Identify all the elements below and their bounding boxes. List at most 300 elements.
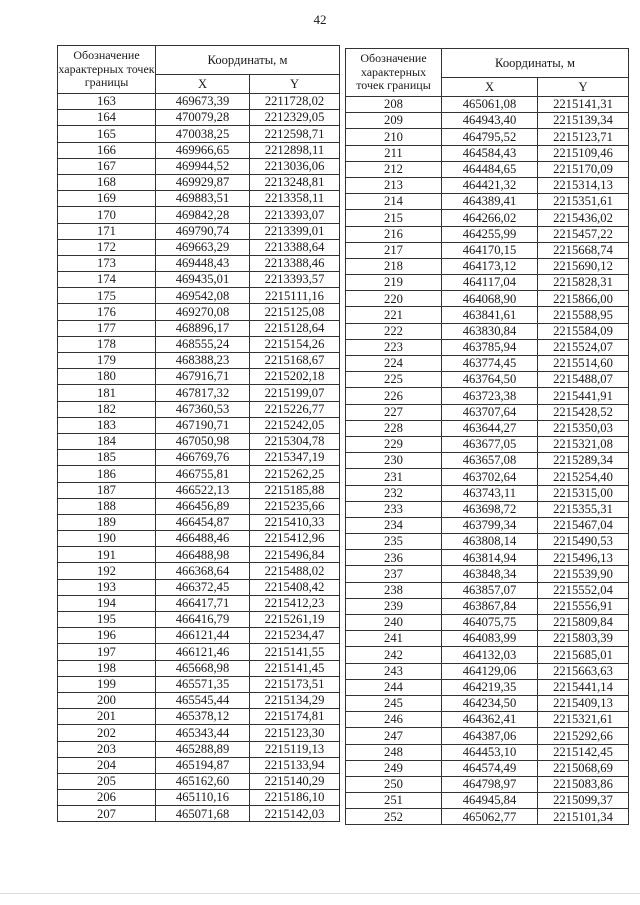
point-number-cell: 194 xyxy=(58,595,156,611)
x-coordinate-cell: 466372,45 xyxy=(156,579,250,595)
table-row xyxy=(58,191,340,207)
y-coordinate-cell: 2215170,09 xyxy=(538,161,629,177)
x-coordinate-cell: 469448,43 xyxy=(156,255,250,271)
point-number-cell: 220 xyxy=(346,291,442,307)
table-row xyxy=(346,242,629,258)
y-coordinate-cell: 2215524,07 xyxy=(538,339,629,355)
x-coordinate-cell: 464453,10 xyxy=(442,744,538,760)
y-coordinate-cell: 2215496,13 xyxy=(538,550,629,566)
x-coordinate-cell: 469542,08 xyxy=(156,288,250,304)
y-coordinate-cell: 2215496,84 xyxy=(250,547,340,563)
y-coordinate-cell: 2215173,51 xyxy=(250,676,340,692)
point-number-cell: 198 xyxy=(58,660,156,676)
y-coordinate-cell: 2215304,78 xyxy=(250,433,340,449)
x-coordinate-cell: 465668,98 xyxy=(156,660,250,676)
point-number-cell: 176 xyxy=(58,304,156,320)
x-coordinate-cell: 464795,52 xyxy=(442,129,538,145)
x-coordinate-cell: 466416,79 xyxy=(156,612,250,628)
table-row xyxy=(58,94,340,110)
x-coordinate-cell: 464117,04 xyxy=(442,275,538,291)
x-coordinate-cell: 464421,32 xyxy=(442,177,538,193)
x-coordinate-cell: 463644,27 xyxy=(442,420,538,436)
y-coordinate-cell: 2215083,86 xyxy=(538,776,629,792)
table-row xyxy=(346,695,629,711)
y-coordinate-cell: 2215133,94 xyxy=(250,757,340,773)
x-coordinate-cell: 464266,02 xyxy=(442,210,538,226)
point-number-cell: 229 xyxy=(346,436,442,452)
y-coordinate-cell: 2215584,09 xyxy=(538,323,629,339)
y-coordinate-cell: 2215428,52 xyxy=(538,404,629,420)
y-coordinate-cell: 2215347,19 xyxy=(250,450,340,466)
x-coordinate-cell: 468388,23 xyxy=(156,353,250,369)
x-coordinate-cell: 466121,44 xyxy=(156,628,250,644)
y-coordinate-cell: 2215410,33 xyxy=(250,514,340,530)
y-coordinate-cell: 2215409,13 xyxy=(538,695,629,711)
x-coordinate-cell: 464484,65 xyxy=(442,161,538,177)
y-coordinate-cell: 2215235,66 xyxy=(250,498,340,514)
table-row xyxy=(58,450,340,466)
y-coordinate-cell: 2215123,30 xyxy=(250,725,340,741)
x-coordinate-cell: 464574,49 xyxy=(442,760,538,776)
point-number-cell: 217 xyxy=(346,242,442,258)
y-coordinate-cell: 2213393,07 xyxy=(250,207,340,223)
point-number-cell: 210 xyxy=(346,129,442,145)
table-row xyxy=(346,776,629,792)
table-row xyxy=(346,809,629,825)
point-number-cell: 239 xyxy=(346,598,442,614)
y-coordinate-cell: 2215488,07 xyxy=(538,372,629,388)
point-number-cell: 187 xyxy=(58,482,156,498)
y-coordinate-cell: 2215099,37 xyxy=(538,793,629,809)
table-row xyxy=(346,712,629,728)
point-number-cell: 184 xyxy=(58,433,156,449)
point-number-cell: 248 xyxy=(346,744,442,760)
x-coordinate-cell: 464173,12 xyxy=(442,258,538,274)
point-number-cell: 231 xyxy=(346,469,442,485)
x-coordinate-cell: 469270,08 xyxy=(156,304,250,320)
y-coordinate-cell: 2215068,69 xyxy=(538,760,629,776)
point-number-cell: 216 xyxy=(346,226,442,242)
y-coordinate-cell: 2215552,04 xyxy=(538,582,629,598)
y-coordinate-cell: 2212898,11 xyxy=(250,142,340,158)
table-row xyxy=(346,356,629,372)
point-number-cell: 193 xyxy=(58,579,156,595)
y-coordinate-cell: 2213399,01 xyxy=(250,223,340,239)
table-row xyxy=(58,207,340,223)
point-number-cell: 178 xyxy=(58,336,156,352)
x-coordinate-cell: 466454,87 xyxy=(156,514,250,530)
point-label-header: Обозначение характерных точек границы xyxy=(346,49,442,97)
point-number-cell: 211 xyxy=(346,145,442,161)
table-row xyxy=(346,501,629,517)
table-row xyxy=(58,369,340,385)
table-row xyxy=(346,323,629,339)
table-row xyxy=(346,275,629,291)
point-number-cell: 174 xyxy=(58,272,156,288)
table-row xyxy=(346,226,629,242)
point-number-cell: 234 xyxy=(346,517,442,533)
table-row xyxy=(58,547,340,563)
table-row xyxy=(346,598,629,614)
y-coordinate-cell: 2215128,64 xyxy=(250,320,340,336)
table-row xyxy=(58,660,340,676)
coordinates-header: Координаты, м xyxy=(442,49,629,78)
x-coordinate-cell: 463707,64 xyxy=(442,404,538,420)
point-number-cell: 235 xyxy=(346,534,442,550)
table-row xyxy=(58,417,340,433)
table-row xyxy=(58,174,340,190)
y-coordinate-cell: 2215123,71 xyxy=(538,129,629,145)
x-coordinate-cell: 465288,89 xyxy=(156,741,250,757)
x-coordinate-cell: 467190,71 xyxy=(156,417,250,433)
coordinates-table-right-body xyxy=(346,97,629,825)
point-number-cell: 232 xyxy=(346,485,442,501)
table-row xyxy=(58,239,340,255)
point-number-cell: 242 xyxy=(346,647,442,663)
point-number-cell: 209 xyxy=(346,113,442,129)
point-number-cell: 208 xyxy=(346,97,442,113)
x-coordinate-cell: 464945,84 xyxy=(442,793,538,809)
table-row xyxy=(58,531,340,547)
x-coordinate-cell: 464234,50 xyxy=(442,695,538,711)
x-coordinate-cell: 463814,94 xyxy=(442,550,538,566)
table-row xyxy=(58,644,340,660)
x-coordinate-cell: 469929,87 xyxy=(156,174,250,190)
point-number-cell: 246 xyxy=(346,712,442,728)
y-coordinate-cell: 2215351,61 xyxy=(538,194,629,210)
x-coordinate-cell: 464068,90 xyxy=(442,291,538,307)
table-row xyxy=(58,676,340,692)
point-number-cell: 226 xyxy=(346,388,442,404)
y-coordinate-cell: 2215141,55 xyxy=(250,644,340,660)
y-coordinate-cell: 2215142,45 xyxy=(538,744,629,760)
y-coordinate-cell: 2215111,16 xyxy=(250,288,340,304)
x-coordinate-cell: 465378,12 xyxy=(156,709,250,725)
x-coordinate-cell: 464798,97 xyxy=(442,776,538,792)
table-row xyxy=(58,126,340,142)
point-number-cell: 240 xyxy=(346,615,442,631)
point-number-cell: 190 xyxy=(58,531,156,547)
y-coordinate-cell: 2215242,05 xyxy=(250,417,340,433)
y-coordinate-cell: 2215412,23 xyxy=(250,595,340,611)
table-row xyxy=(58,433,340,449)
y-coordinate-cell: 2215315,00 xyxy=(538,485,629,501)
table-row xyxy=(346,372,629,388)
coordinates-table-left-body xyxy=(58,94,340,822)
point-number-cell: 243 xyxy=(346,663,442,679)
point-number-cell: 181 xyxy=(58,385,156,401)
y-coordinate-cell: 2215412,96 xyxy=(250,531,340,547)
point-number-cell: 180 xyxy=(58,369,156,385)
x-coordinate-cell: 463743,11 xyxy=(442,485,538,501)
table-row xyxy=(58,806,340,822)
table-row xyxy=(58,628,340,644)
x-coordinate-cell: 463799,34 xyxy=(442,517,538,533)
x-coordinate-cell: 464075,75 xyxy=(442,615,538,631)
x-coordinate-cell: 463677,05 xyxy=(442,436,538,452)
y-coordinate-cell: 2215556,91 xyxy=(538,598,629,614)
point-number-cell: 213 xyxy=(346,177,442,193)
point-number-cell: 183 xyxy=(58,417,156,433)
table-row xyxy=(346,631,629,647)
x-coordinate-cell: 466121,46 xyxy=(156,644,250,660)
y-coordinate-cell: 2215436,02 xyxy=(538,210,629,226)
table-row xyxy=(58,579,340,595)
table-row xyxy=(58,466,340,482)
x-coordinate-cell: 463848,34 xyxy=(442,566,538,582)
y-coordinate-cell: 2215140,29 xyxy=(250,773,340,789)
point-number-cell: 189 xyxy=(58,514,156,530)
y-coordinate-cell: 2215690,12 xyxy=(538,258,629,274)
point-number-cell: 197 xyxy=(58,644,156,660)
table-row xyxy=(58,757,340,773)
y-coordinate-cell: 2211728,02 xyxy=(250,94,340,110)
point-number-cell: 204 xyxy=(58,757,156,773)
x-coordinate-cell: 466769,76 xyxy=(156,450,250,466)
table-row xyxy=(346,582,629,598)
point-number-cell: 192 xyxy=(58,563,156,579)
y-coordinate-cell: 2215668,74 xyxy=(538,242,629,258)
table-row xyxy=(58,401,340,417)
x-coordinate-cell: 467050,98 xyxy=(156,433,250,449)
table-row xyxy=(346,129,629,145)
table-row xyxy=(58,709,340,725)
point-number-cell: 223 xyxy=(346,339,442,355)
point-number-cell: 237 xyxy=(346,566,442,582)
y-coordinate-cell: 2215186,10 xyxy=(250,790,340,806)
y-coordinate-cell: 2215488,02 xyxy=(250,563,340,579)
x-coordinate-cell: 469966,65 xyxy=(156,142,250,158)
table-row xyxy=(58,773,340,789)
table-row xyxy=(58,790,340,806)
table-row xyxy=(346,453,629,469)
point-number-cell: 177 xyxy=(58,320,156,336)
point-number-cell: 173 xyxy=(58,255,156,271)
table-row xyxy=(58,385,340,401)
x-coordinate-cell: 464170,15 xyxy=(442,242,538,258)
y-coordinate-cell: 2215663,63 xyxy=(538,663,629,679)
x-coordinate-cell: 464584,43 xyxy=(442,145,538,161)
x-coordinate-cell: 465545,44 xyxy=(156,692,250,708)
y-coordinate-cell: 2215539,90 xyxy=(538,566,629,582)
point-number-cell: 185 xyxy=(58,450,156,466)
point-number-cell: 182 xyxy=(58,401,156,417)
point-number-cell: 215 xyxy=(346,210,442,226)
coordinates-table-right xyxy=(345,48,629,825)
point-number-cell: 199 xyxy=(58,676,156,692)
table-row xyxy=(346,436,629,452)
table-row xyxy=(58,514,340,530)
table-row xyxy=(58,304,340,320)
x-coordinate-cell: 470079,28 xyxy=(156,110,250,126)
point-number-cell: 222 xyxy=(346,323,442,339)
table-row xyxy=(346,744,629,760)
y-coordinate-cell: 2215355,31 xyxy=(538,501,629,517)
x-coordinate-cell: 463657,08 xyxy=(442,453,538,469)
table-row xyxy=(346,663,629,679)
x-coordinate-cell: 467360,53 xyxy=(156,401,250,417)
x-coordinate-cell: 466522,13 xyxy=(156,482,250,498)
y-coordinate-cell: 2215141,45 xyxy=(250,660,340,676)
table-row xyxy=(346,760,629,776)
x-coordinate-cell: 469944,52 xyxy=(156,158,250,174)
y-coordinate-cell: 2212598,71 xyxy=(250,126,340,142)
y-coordinate-cell: 2215457,22 xyxy=(538,226,629,242)
point-number-cell: 252 xyxy=(346,809,442,825)
point-number-cell: 166 xyxy=(58,142,156,158)
y-coordinate-cell: 2215350,03 xyxy=(538,420,629,436)
table-row xyxy=(58,595,340,611)
y-coordinate-cell: 2215588,95 xyxy=(538,307,629,323)
point-number-cell: 186 xyxy=(58,466,156,482)
point-number-cell: 170 xyxy=(58,207,156,223)
x-coordinate-cell: 469673,39 xyxy=(156,94,250,110)
x-coordinate-cell: 470038,25 xyxy=(156,126,250,142)
y-coordinate-cell: 2215292,66 xyxy=(538,728,629,744)
table-row xyxy=(58,288,340,304)
table-row xyxy=(346,113,629,129)
y-header: Y xyxy=(250,75,340,94)
y-coordinate-cell: 2215141,31 xyxy=(538,97,629,113)
y-coordinate-cell: 2213248,81 xyxy=(250,174,340,190)
table-row xyxy=(346,388,629,404)
x-coordinate-cell: 466417,71 xyxy=(156,595,250,611)
table-row xyxy=(58,725,340,741)
table-row xyxy=(58,272,340,288)
table-row xyxy=(346,258,629,274)
point-number-cell: 165 xyxy=(58,126,156,142)
x-coordinate-cell: 468555,24 xyxy=(156,336,250,352)
x-coordinate-cell: 467817,32 xyxy=(156,385,250,401)
x-coordinate-cell: 464129,06 xyxy=(442,663,538,679)
x-coordinate-cell: 464255,99 xyxy=(442,226,538,242)
x-coordinate-cell: 469663,29 xyxy=(156,239,250,255)
coordinates-header: Координаты, м xyxy=(156,46,340,75)
x-coordinate-cell: 463764,50 xyxy=(442,372,538,388)
x-coordinate-cell: 465571,35 xyxy=(156,676,250,692)
y-coordinate-cell: 2213393,57 xyxy=(250,272,340,288)
y-coordinate-cell: 2215828,31 xyxy=(538,275,629,291)
y-coordinate-cell: 2215226,77 xyxy=(250,401,340,417)
y-coordinate-cell: 2215514,60 xyxy=(538,356,629,372)
x-coordinate-cell: 469842,28 xyxy=(156,207,250,223)
point-number-cell: 172 xyxy=(58,239,156,255)
x-coordinate-cell: 463723,38 xyxy=(442,388,538,404)
point-number-cell: 225 xyxy=(346,372,442,388)
page-bottom-rule xyxy=(0,893,640,894)
y-coordinate-cell: 2215174,81 xyxy=(250,709,340,725)
x-coordinate-cell: 465061,08 xyxy=(442,97,538,113)
point-number-cell: 168 xyxy=(58,174,156,190)
table-row xyxy=(58,255,340,271)
table-row xyxy=(346,420,629,436)
table-row xyxy=(346,679,629,695)
table-row xyxy=(346,793,629,809)
point-number-cell: 238 xyxy=(346,582,442,598)
x-coordinate-cell: 464389,41 xyxy=(442,194,538,210)
y-coordinate-cell: 2215441,14 xyxy=(538,679,629,695)
x-coordinate-cell: 469435,01 xyxy=(156,272,250,288)
x-coordinate-cell: 463830,84 xyxy=(442,323,538,339)
table-row xyxy=(346,566,629,582)
x-coordinate-cell: 464083,99 xyxy=(442,631,538,647)
y-coordinate-cell: 2215185,88 xyxy=(250,482,340,498)
table-row xyxy=(346,469,629,485)
x-coordinate-cell: 465194,87 xyxy=(156,757,250,773)
point-number-cell: 163 xyxy=(58,94,156,110)
table-row xyxy=(346,517,629,533)
x-coordinate-cell: 465343,44 xyxy=(156,725,250,741)
table-row xyxy=(58,336,340,352)
point-number-cell: 195 xyxy=(58,612,156,628)
table-row xyxy=(346,210,629,226)
x-coordinate-cell: 465110,16 xyxy=(156,790,250,806)
y-coordinate-cell: 2215199,07 xyxy=(250,385,340,401)
table-row xyxy=(346,177,629,193)
table-row xyxy=(58,612,340,628)
table-row xyxy=(346,194,629,210)
y-coordinate-cell: 2215142,03 xyxy=(250,806,340,822)
x-coordinate-cell: 463698,72 xyxy=(442,501,538,517)
point-number-cell: 164 xyxy=(58,110,156,126)
point-number-cell: 191 xyxy=(58,547,156,563)
y-coordinate-cell: 2215490,53 xyxy=(538,534,629,550)
table-row xyxy=(346,615,629,631)
point-number-cell: 214 xyxy=(346,194,442,210)
table-row xyxy=(58,563,340,579)
x-coordinate-cell: 463808,14 xyxy=(442,534,538,550)
point-number-cell: 233 xyxy=(346,501,442,517)
y-coordinate-cell: 2215234,47 xyxy=(250,628,340,644)
y-coordinate-cell: 2213388,46 xyxy=(250,255,340,271)
table-row xyxy=(346,534,629,550)
point-number-cell: 179 xyxy=(58,353,156,369)
table-row xyxy=(346,291,629,307)
table-row xyxy=(346,145,629,161)
x-coordinate-cell: 464943,40 xyxy=(442,113,538,129)
point-number-cell: 250 xyxy=(346,776,442,792)
y-coordinate-cell: 2215154,26 xyxy=(250,336,340,352)
point-number-cell: 188 xyxy=(58,498,156,514)
point-number-cell: 212 xyxy=(346,161,442,177)
table-row xyxy=(58,142,340,158)
point-number-cell: 244 xyxy=(346,679,442,695)
coordinates-table-left xyxy=(57,45,340,822)
page-number: 42 xyxy=(313,12,327,27)
point-number-cell: 200 xyxy=(58,692,156,708)
table-row xyxy=(346,97,629,113)
x-coordinate-cell: 464219,35 xyxy=(442,679,538,695)
table-row xyxy=(58,353,340,369)
x-coordinate-cell: 466755,81 xyxy=(156,466,250,482)
table-row xyxy=(58,158,340,174)
table-row xyxy=(346,404,629,420)
point-number-cell: 241 xyxy=(346,631,442,647)
y-coordinate-cell: 2215866,00 xyxy=(538,291,629,307)
point-number-cell: 221 xyxy=(346,307,442,323)
y-coordinate-cell: 2215441,91 xyxy=(538,388,629,404)
y-coordinate-cell: 2215289,34 xyxy=(538,453,629,469)
y-coordinate-cell: 2215119,13 xyxy=(250,741,340,757)
x-coordinate-cell: 465062,77 xyxy=(442,809,538,825)
point-number-cell: 196 xyxy=(58,628,156,644)
table-row xyxy=(346,647,629,663)
y-coordinate-cell: 2213358,11 xyxy=(250,191,340,207)
y-coordinate-cell: 2215408,42 xyxy=(250,579,340,595)
table-row xyxy=(58,498,340,514)
point-number-cell: 227 xyxy=(346,404,442,420)
y-coordinate-cell: 2215261,19 xyxy=(250,612,340,628)
